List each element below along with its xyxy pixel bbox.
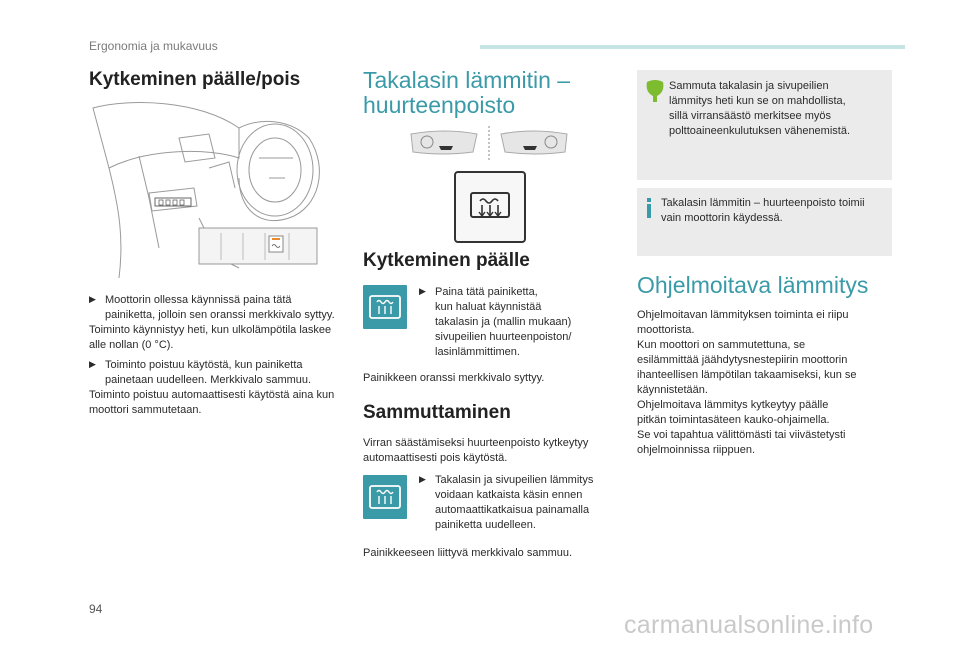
rear-defrost-icon xyxy=(456,173,524,241)
left-bullet-1: ▶ Moottorin ollessa käynnissä paina tätä painiketta, jolloin sen oranssi merkkivalo syttyy. xyxy=(89,294,335,321)
eco-note-box: Sammuta takalasin ja sivupeilien lämmitys heti kun se on mahdollista, sillä virransäästö merkitsee myös polttoaineenkulutuksen vähenemistä. xyxy=(637,70,892,180)
bullet-marker-icon: ▶ xyxy=(89,295,96,305)
defrost-button-icon-tile-2 xyxy=(363,475,407,519)
dashboard-illustration xyxy=(89,98,325,280)
on-note: Painikkeen oranssi merkkivalo syttyy. xyxy=(363,372,545,384)
rear-defrost-icon xyxy=(367,482,403,512)
off-title: Sammuttaminen xyxy=(363,402,511,423)
bullet-marker-icon: ▶ xyxy=(89,360,96,370)
rear-defrost-icon xyxy=(367,292,403,322)
mirror-defrost-illustration-icon xyxy=(405,124,573,164)
programmable-heating-title: Ohjelmoitava lämmitys xyxy=(637,272,869,298)
left-title: Kytkeminen päälle/pois xyxy=(89,69,301,90)
mirror-illustration xyxy=(405,124,573,164)
dashboard-sketch-icon xyxy=(89,98,325,280)
section-header: Ergonomia ja mukavuus xyxy=(89,39,218,53)
programmable-heating-text: Ohjelmoitavan lämmityksen toiminta ei riipu moottorista. Kun moottori on sammutettuna, se esilämmittää jäähdytysnestepiirin moottorin ihanteellisen lämpötilan takaamiseksi, kun se käynnistetään. Ohjelmoitava lämmitys kytkeytyy päälle pitkän toimintasäteen kauko-ohjaimella. Se voi tapahtua välittömästi tai viivästetysti ohjelmoinnissa riippuen. xyxy=(637,309,857,456)
rear-defrost-button-illustration xyxy=(454,171,526,243)
bullet-marker-icon: ▶ xyxy=(419,287,426,297)
eco-leaf-icon xyxy=(643,78,667,104)
defrost-button-icon-tile xyxy=(363,285,407,329)
off-bullet: ▶ Takalasin ja sivupeilien lämmitys voidaan katkaista käsin ennen automaattikatkaisua painamalla painiketta uudelleen. xyxy=(419,474,594,531)
page-number: 94 xyxy=(89,602,103,616)
left-bullet-2: ▶ Toiminto poistuu käytöstä, kun painiketta painetaan uudelleen. Merkkivalo sammuu. xyxy=(89,359,312,386)
info-icon xyxy=(645,198,653,218)
off-note: Painikkeeseen liittyvä merkkivalo sammuu. xyxy=(363,547,573,559)
left-paragraph-2: Toiminto poistuu automaattisesti käytöstä aina kun moottori sammutetaan. xyxy=(89,389,335,416)
info-note-box: Takalasin lämmitin – huurteenpoisto toimii vain moottorin käydessä. xyxy=(637,188,892,256)
watermark: carmanualsonline.info xyxy=(624,611,874,639)
on-bullet: ▶ Paina tätä painiketta, kun haluat käynnistää takalasin ja (mallin mukaan) sivupeilien huurteenpoiston/ lasinlämmittimen. xyxy=(419,286,572,358)
bullet-marker-icon: ▶ xyxy=(419,475,426,485)
off-paragraph: Virran säästämiseksi huurteenpoisto kytkeytyy automaattisesti pois käytöstä. xyxy=(363,437,589,464)
middle-title: Takalasin lämmitin – huurteenpoisto xyxy=(363,67,571,118)
header-accent-bar xyxy=(480,45,905,49)
on-title: Kytkeminen päälle xyxy=(363,250,530,271)
left-paragraph-1: Toiminto käynnistyy heti, kun ulkolämpötila laskee alle nollan (0 °C). xyxy=(89,324,332,351)
